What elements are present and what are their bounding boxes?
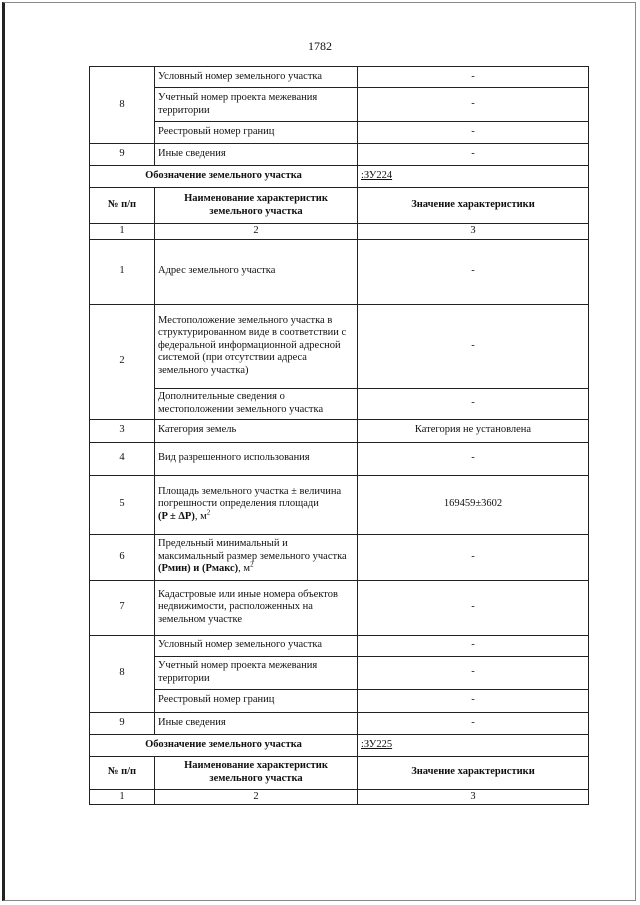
characteristic-value: - — [358, 712, 589, 734]
designation-label: Обозначение земельного участка — [90, 166, 358, 188]
table-row — [90, 239, 589, 304]
characteristic-value: - — [358, 442, 589, 475]
column-number: 1 — [90, 224, 155, 240]
characteristic-name: Вид разрешенного использования — [155, 442, 358, 475]
row-number: 9 — [90, 712, 155, 734]
characteristic-name: Местоположение земельного участка в структурированном виде в соответствии с федеральной информационной адресной системой (при отсутствии адреса земельного участка) — [155, 304, 358, 388]
characteristic-name — [155, 475, 358, 534]
characteristic-value: Категория не установлена — [358, 419, 589, 442]
row-number: 4 — [90, 442, 155, 475]
characteristic-name: Реестровый номер границ — [155, 689, 358, 712]
name-unit-power: 2 — [250, 560, 254, 569]
name-unit: , м — [238, 563, 251, 575]
characteristic-name: Кадастровые или иные номера объектов недвижимости, расположенных на земельном участке — [155, 580, 358, 635]
characteristic-name: Реестровый номер границ — [155, 122, 358, 144]
characteristic-value: - — [358, 689, 589, 712]
characteristic-name: Иные сведения — [155, 144, 358, 166]
designation-row — [90, 166, 589, 188]
column-number: 1 — [90, 789, 155, 805]
characteristic-value: - — [358, 534, 589, 580]
table-row — [90, 67, 589, 88]
row-number: 8 — [90, 635, 155, 712]
designation-label: Обозначение земельного участка — [90, 734, 358, 756]
name-formula: (Pмин) и (Pмакс) — [158, 563, 239, 575]
characteristic-name: Иные сведения — [155, 712, 358, 734]
header-name: Наименование характеристик земельного участка — [155, 756, 358, 789]
row-number: 7 — [90, 580, 155, 635]
row-number: 9 — [90, 144, 155, 166]
table-row — [90, 534, 589, 580]
table-row — [90, 304, 589, 388]
characteristic-name: Адрес земельного участка — [155, 239, 358, 304]
table-row — [90, 88, 589, 122]
characteristic-name: Учетный номер проекта межевания территории — [155, 88, 358, 122]
row-number: 6 — [90, 534, 155, 580]
characteristic-value: - — [358, 635, 589, 656]
header-row — [90, 188, 589, 224]
column-number: 3 — [358, 789, 589, 805]
characteristic-value: - — [358, 67, 589, 88]
row-number: 1 — [90, 239, 155, 304]
table-row — [90, 475, 589, 534]
table-row — [90, 712, 589, 734]
page-number: 1782 — [308, 39, 332, 53]
name-text: Предельный минимальный и максимальный размер земельного участка — [158, 538, 347, 562]
characteristic-value: - — [358, 144, 589, 166]
table-row — [90, 144, 589, 166]
plot-designation: :ЗУ224 — [361, 170, 393, 182]
name-formula: (P ± ΔP) — [158, 510, 195, 522]
column-number: 3 — [358, 224, 589, 240]
header-name: Наименование характеристик земельного участка — [155, 188, 358, 224]
table-row — [90, 580, 589, 635]
characteristic-value: - — [358, 304, 589, 388]
characteristic-value: - — [358, 122, 589, 144]
table-row — [90, 442, 589, 475]
table-row — [90, 122, 589, 144]
characteristic-name: Дополнительные сведения о местоположении земельного участка — [155, 388, 358, 419]
header-value: Значение характеристики — [358, 188, 589, 224]
characteristic-value: 169459±3602 — [358, 475, 589, 534]
characteristic-name: Категория земель — [155, 419, 358, 442]
characteristic-name: Условный номер земельного участка — [155, 67, 358, 88]
header-number: № п/п — [90, 756, 155, 789]
characteristic-value: - — [358, 580, 589, 635]
column-number-row — [90, 224, 589, 240]
designation-value — [358, 734, 589, 756]
characteristic-value: - — [358, 88, 589, 122]
name-unit: , м — [194, 510, 207, 522]
row-number: 3 — [90, 419, 155, 442]
column-number-row — [90, 789, 589, 805]
header-value: Значение характеристики — [358, 756, 589, 789]
characteristic-name — [155, 534, 358, 580]
characteristic-value: - — [358, 239, 589, 304]
name-unit-power: 2 — [206, 508, 211, 517]
designation-row — [90, 734, 589, 756]
table-row — [90, 656, 589, 689]
table-row — [90, 388, 589, 419]
header-number: № п/п — [90, 188, 155, 224]
table-row — [90, 689, 589, 712]
plot-designation: :ЗУ225 — [361, 738, 393, 750]
characteristic-value: - — [358, 388, 589, 419]
table-row — [90, 419, 589, 442]
row-number: 8 — [90, 67, 155, 144]
row-number: 2 — [90, 304, 155, 419]
table-row — [90, 635, 589, 656]
name-text: Площадь земельного участка ± величина погрешности определения площади — [158, 485, 342, 510]
characteristic-name: Условный номер земельного участка — [155, 635, 358, 656]
designation-value — [358, 166, 589, 188]
header-row — [90, 756, 589, 789]
characteristic-value: - — [358, 656, 589, 689]
row-number: 5 — [90, 475, 155, 534]
column-number: 2 — [155, 224, 358, 240]
column-number: 2 — [155, 789, 358, 805]
characteristic-name: Учетный номер проекта межевания территории — [155, 656, 358, 689]
land-plot-table — [89, 66, 589, 805]
